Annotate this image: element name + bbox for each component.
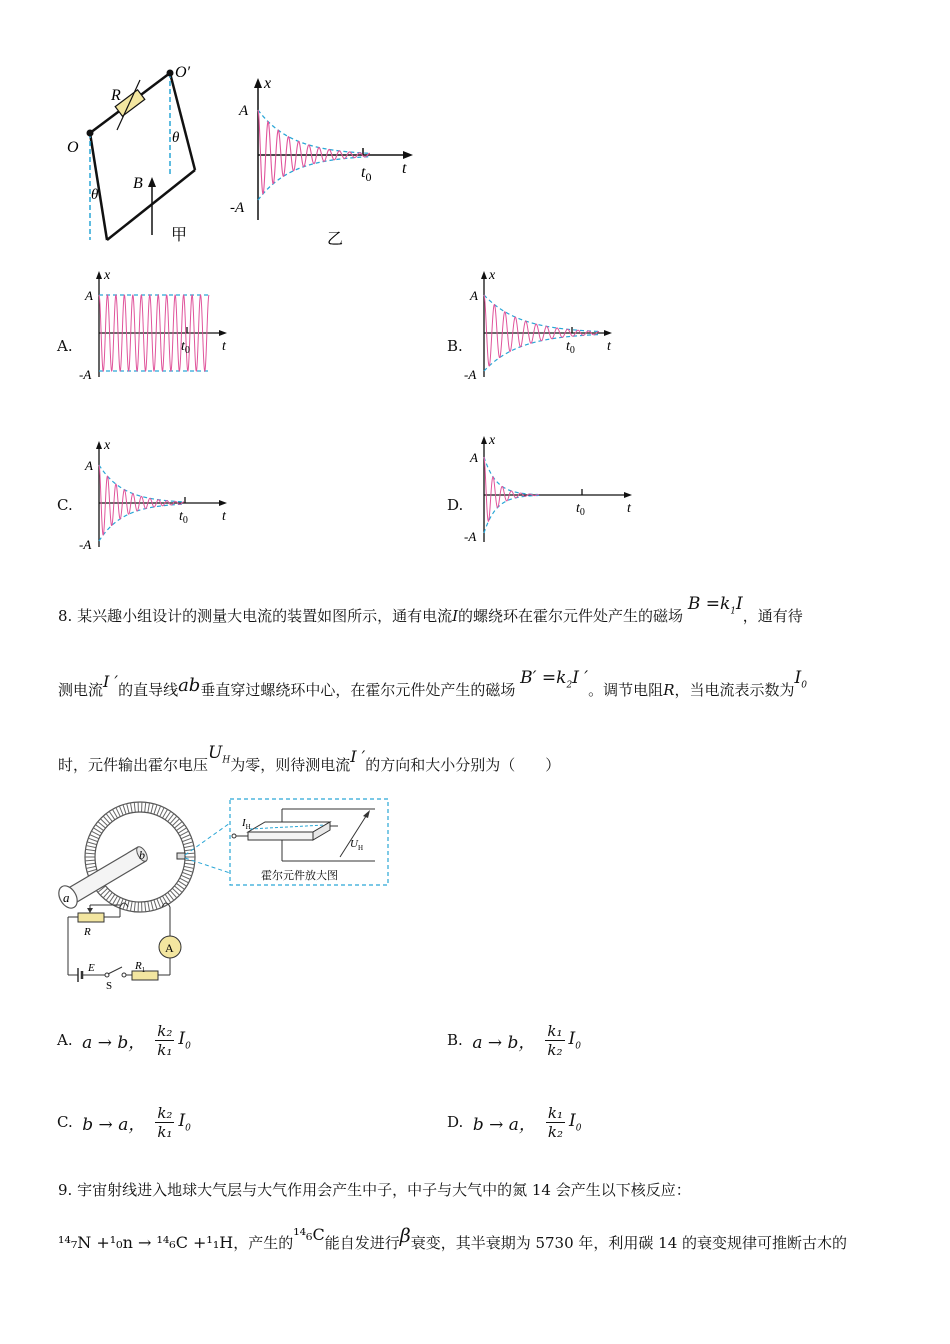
label-O: O xyxy=(67,139,79,156)
q8-option-c[interactable]: C. b → a， $\frac{\text{k₂}}{\text{k₁}}$ $I_0$ xyxy=(57,1103,191,1141)
q7-option-c-plot[interactable] xyxy=(75,435,245,555)
q8-option-d[interactable]: D. b → a， $\frac{\text{k₁}}{\text{k₂}}$ $I_0$ xyxy=(447,1103,582,1141)
q8-option-a[interactable]: A. a → b， $\frac{\text{k₂}}{\text{k₁}}$ $I_0$ xyxy=(57,1021,191,1059)
label-theta-2: θ xyxy=(172,130,180,146)
q9-line-1: 9. 宇宙射线进入地球大气层与大气作用会产生中子，中子与大气中的氮 14 会产生以下核反应： xyxy=(58,1181,691,1199)
q7-option-d-plot[interactable] xyxy=(460,430,640,555)
plot-t-label: t xyxy=(607,339,611,354)
plot-t-arrow xyxy=(624,492,632,498)
plot-x-label: x xyxy=(104,438,111,453)
q8-line-3: 时，元件输出霍尔电压$U_H$为零，则待测电流I ′的方向和大小分别为（ ） xyxy=(58,743,561,774)
plot-t-arrow xyxy=(604,330,612,336)
caption-jia: 甲 xyxy=(171,227,188,244)
q8-line-2: 测电流I ′的直导线ab垂直穿过螺绕环中心，在霍尔元件处产生的磁场 $B' =k_2I$ ′。调节电阻R，当电流表示数为$I_0$ xyxy=(58,668,807,699)
plot-x-label: x xyxy=(489,268,496,283)
plot-negA-label: -A xyxy=(464,529,477,544)
plot-x-arrow xyxy=(96,271,102,279)
plot-t-label: t xyxy=(222,509,226,524)
plot-wave xyxy=(484,457,539,521)
label-theta-1: θ xyxy=(91,187,99,203)
fig8-label-b: b xyxy=(139,848,145,862)
plot-t-label: t xyxy=(627,501,631,516)
yi-A-label: A xyxy=(239,103,249,119)
fig8-label-IH: $I_H$ xyxy=(242,817,251,831)
plot-x-arrow xyxy=(96,441,102,449)
q8-line-1: 8. 某兴趣小组设计的测量大电流的装置如图所示，通有电流I的螺绕环在霍尔元件处产生的磁场 $B =k_1I$，通有待 xyxy=(58,594,803,625)
q8-option-b[interactable]: B. a → b， $\frac{\text{k₁}}{\text{k₂}}$ $I_0$ xyxy=(447,1021,581,1059)
plot-t-arrow xyxy=(219,330,227,336)
fig8-label-UH: $U_H$ xyxy=(350,838,364,852)
yi-t0-label: $t_0$ xyxy=(361,164,372,184)
figure-yi xyxy=(225,70,425,250)
plot-x-arrow xyxy=(481,436,487,444)
plot-A-label: A xyxy=(85,458,93,473)
fig8-label-R: R xyxy=(84,926,91,938)
label-B: B xyxy=(133,175,143,192)
q7-option-c-letter[interactable]: C. xyxy=(57,496,73,514)
fig8-label-R1: $R_1$ xyxy=(135,960,146,974)
plot-t0-label: $t_0$ xyxy=(566,339,575,356)
plot-A-label: A xyxy=(470,288,478,303)
plot-A-label: A xyxy=(85,288,93,303)
plot-envelope-top xyxy=(484,295,599,331)
q7-option-b-letter[interactable]: B. xyxy=(447,337,463,355)
plot-t-label: t xyxy=(222,339,226,354)
plot-negA-label: -A xyxy=(464,367,477,382)
plot-t-arrow xyxy=(219,500,227,506)
q9-equation: ¹⁴₇N +¹₀n → ¹⁴₆C +¹₁H xyxy=(58,1233,234,1252)
plot-x-arrow xyxy=(481,271,487,279)
plot-envelope-bottom xyxy=(484,495,539,533)
q8-figure xyxy=(50,795,395,990)
yi-x-label: x xyxy=(264,75,272,92)
q7-option-a-plot[interactable] xyxy=(75,265,245,385)
plot-A-label: A xyxy=(470,450,478,465)
plot-x-label: x xyxy=(104,268,111,283)
fig8-label-E: E xyxy=(88,962,95,974)
q7-option-b-plot[interactable] xyxy=(460,265,630,385)
plot-t0-label: $t_0$ xyxy=(576,501,585,518)
fig8-hall-caption: 霍尔元件放大图 xyxy=(261,870,338,882)
caption-yi: 乙 xyxy=(327,231,344,248)
plot-wave xyxy=(99,465,184,535)
q7-option-d-letter[interactable]: D. xyxy=(447,496,464,514)
label-R: R xyxy=(111,87,121,104)
plot-envelope-top xyxy=(484,457,539,495)
fig8-ammeter-label: A xyxy=(165,941,174,955)
plot-negA-label: -A xyxy=(79,367,92,382)
toroid-winding xyxy=(85,853,95,854)
plot-x-label: x xyxy=(489,433,496,448)
plot-t0-label: $t_0$ xyxy=(179,509,188,526)
plot-envelope-bottom xyxy=(99,504,184,541)
q7-option-a-letter[interactable]: A. xyxy=(57,337,73,355)
q9-line-2: ¹⁴₇N +¹₀n → ¹⁴₆C +¹₁H，产生的¹⁴₆C能自发进行β衰变，其半衰期为 5730 年，利用碳 14 的衰变规律可推断古木的 xyxy=(58,1225,848,1252)
toroid-winding xyxy=(85,860,95,861)
label-O-prime: O′ xyxy=(175,64,191,81)
yi-negA-label: -A xyxy=(230,200,245,216)
yi-t-label: t xyxy=(402,160,407,177)
figure-jia xyxy=(55,55,225,250)
fig8-label-S: S xyxy=(106,980,113,990)
plot-envelope-bottom xyxy=(484,335,599,371)
fig8-label-a: a xyxy=(63,890,70,905)
plot-negA-label: -A xyxy=(79,537,92,552)
plot-t0-label: $t_0$ xyxy=(181,339,190,356)
